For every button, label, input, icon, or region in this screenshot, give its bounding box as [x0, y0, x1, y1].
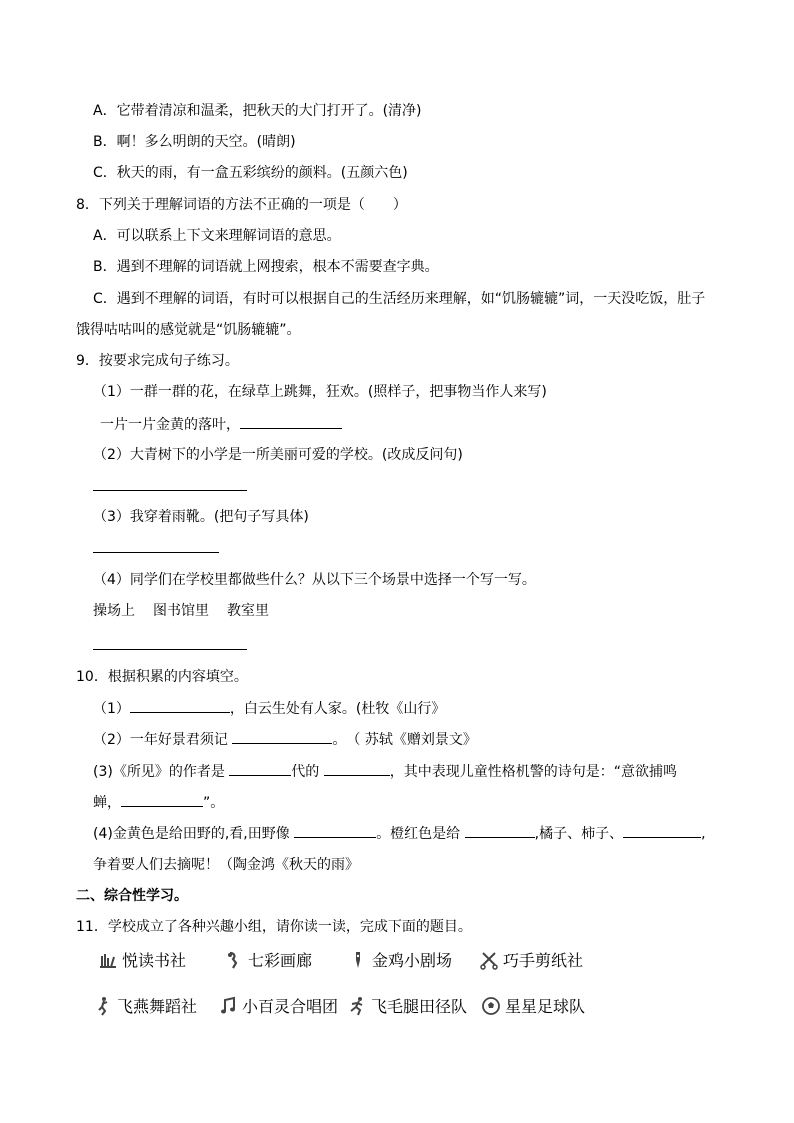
- q9-scene-library: 图书馆里: [153, 603, 209, 619]
- book-stack-icon: [98, 950, 118, 970]
- q9-scene-playground: 操场上: [93, 603, 135, 619]
- q10-line-3-d: 蝉，: [93, 795, 121, 811]
- q10-line-3-a: (3)《所见》的作者是: [93, 764, 225, 780]
- q10-line-3-cont: [93, 792, 224, 813]
- scissors-icon: [479, 950, 499, 970]
- club-dance: [93, 994, 197, 1017]
- q7-option-a: A．它带着清凉和温柔，把秋天的大门打开了。(清净): [93, 103, 422, 119]
- q9-answer-1-prefix: 一片一片金黄的落叶，: [100, 417, 240, 433]
- q10-blank-1[interactable]: [130, 698, 230, 713]
- q10-line-1: [93, 698, 445, 719]
- q9-scene-classroom: 教室里: [227, 603, 269, 619]
- runner-icon: [347, 996, 367, 1016]
- q10-blank-5[interactable]: [121, 792, 203, 807]
- q10-line-2: [93, 729, 477, 750]
- q10-blank-6[interactable]: [294, 823, 376, 838]
- club-theater: [348, 948, 452, 971]
- q10-line-4-b: 。橙红色是给: [376, 826, 461, 842]
- q10-line-1-prefix: （1）: [93, 701, 130, 717]
- q11-stem: 11．学校成立了各种兴趣小组，请你读一读，完成下面的题目。: [76, 919, 472, 935]
- section-2-title: 二、综合性学习。: [76, 888, 188, 904]
- club-label: 巧手剪纸社: [503, 951, 584, 970]
- music-note-icon: [218, 996, 238, 1016]
- q10-line-3-c: ，其中表现儿童性格机警的诗句是：“意欲捕鸣: [389, 764, 678, 780]
- club-label: 小百灵合唱团: [242, 997, 339, 1016]
- q10-line-4-d: ,: [701, 826, 706, 842]
- q10-line-2-suffix: 。 （ 苏轼《赠刘景文》: [332, 732, 477, 748]
- q10-blank-2[interactable]: [232, 729, 332, 744]
- q9-stem: 9．按要求完成句子练习。: [76, 353, 239, 369]
- q9-answer-4-blank[interactable]: [93, 649, 247, 650]
- q9-answer-1-blank[interactable]: [240, 414, 342, 429]
- mask-icon: [348, 950, 368, 970]
- q10-line-2-prefix: （2）一年好景君须记: [93, 732, 228, 748]
- club-label: 七彩画廊: [248, 951, 313, 970]
- club-football: [481, 994, 585, 1017]
- q8-stem: 8．下列关于理解词语的方法不正确的一项是（ ）: [76, 197, 407, 213]
- q9-sentence-3: （3）我穿着雨靴。(把句子写具体): [93, 509, 309, 525]
- q10-line-4-cont: 争着要人们去摘呢！（陶金鸿《秋天的雨》: [93, 857, 359, 873]
- club-reading: [98, 948, 186, 971]
- q8-option-b: B．遇到不理解的词语就上网搜索，根本不需要查字典。: [93, 259, 439, 275]
- q10-line-3-b: 代的: [291, 764, 320, 780]
- club-label: 金鸡小剧场: [372, 951, 453, 970]
- club-label: 飞毛腿田径队: [371, 997, 468, 1016]
- q9-sentence-1: （1）一群一群的花，在绿草上跳舞，狂欢。(照样子，把事物当作人来写): [93, 384, 547, 400]
- q8-option-c: C．遇到不理解的词语，有时可以根据自己的生活经历来理解，如“饥肠辘辘”词，一天没吃饭，肚子: [93, 291, 706, 307]
- club-choir: [218, 994, 338, 1017]
- q9-answer-1: [100, 414, 342, 435]
- q10-line-4-c: ,橘子、柿子、: [534, 826, 624, 842]
- club-label: 飞燕舞蹈社: [117, 997, 198, 1016]
- q9-answer-3-blank[interactable]: [93, 552, 219, 553]
- paint-brush-icon: [224, 950, 244, 970]
- club-painting: [224, 948, 312, 971]
- q10-line-3-e: ”。: [203, 795, 225, 811]
- q8-option-a: A．可以联系上下文来理解词语的意思。: [93, 228, 341, 244]
- q9-scenes: [93, 601, 269, 621]
- dancer-icon: [93, 996, 113, 1016]
- q10-blank-3[interactable]: [229, 761, 291, 776]
- q10-stem: 10．根据积累的内容填空。: [76, 669, 248, 685]
- q10-line-4-a: (4)金黄色是给田野的,看,田野像: [93, 826, 290, 842]
- club-track: [347, 994, 467, 1017]
- club-label: 悦读书社: [122, 951, 187, 970]
- club-papercut: [479, 948, 583, 971]
- q10-blank-7[interactable]: [465, 823, 535, 838]
- q9-sentence-4: （4）同学们在学校里都做些什么？从以下三个场景中选择一个写一写。: [93, 572, 536, 588]
- q10-line-1-suffix: ，白云生处有人家。(杜牧《山行》: [229, 701, 446, 717]
- q9-sentence-2: （2）大青树下的小学是一所美丽可爱的学校。(改成反问句): [93, 447, 463, 463]
- q10-blank-8[interactable]: [623, 823, 701, 838]
- q9-answer-2-blank[interactable]: [93, 490, 247, 491]
- q10-line-3: [93, 761, 677, 782]
- q10-blank-4[interactable]: [324, 761, 390, 776]
- q7-option-c: C．秋天的雨，有一盒五彩缤纷的颜料。(五颜六色): [93, 165, 408, 181]
- soccer-ball-icon: [481, 996, 501, 1016]
- q8-option-c-cont: 饿得咕咕叫的感觉就是“饥肠辘辘”。: [76, 322, 301, 338]
- club-label: 星星足球队: [505, 997, 586, 1016]
- q10-line-4: [93, 823, 706, 844]
- q7-option-b: B．啊！多么明朗的天空。(晴朗): [93, 134, 296, 150]
